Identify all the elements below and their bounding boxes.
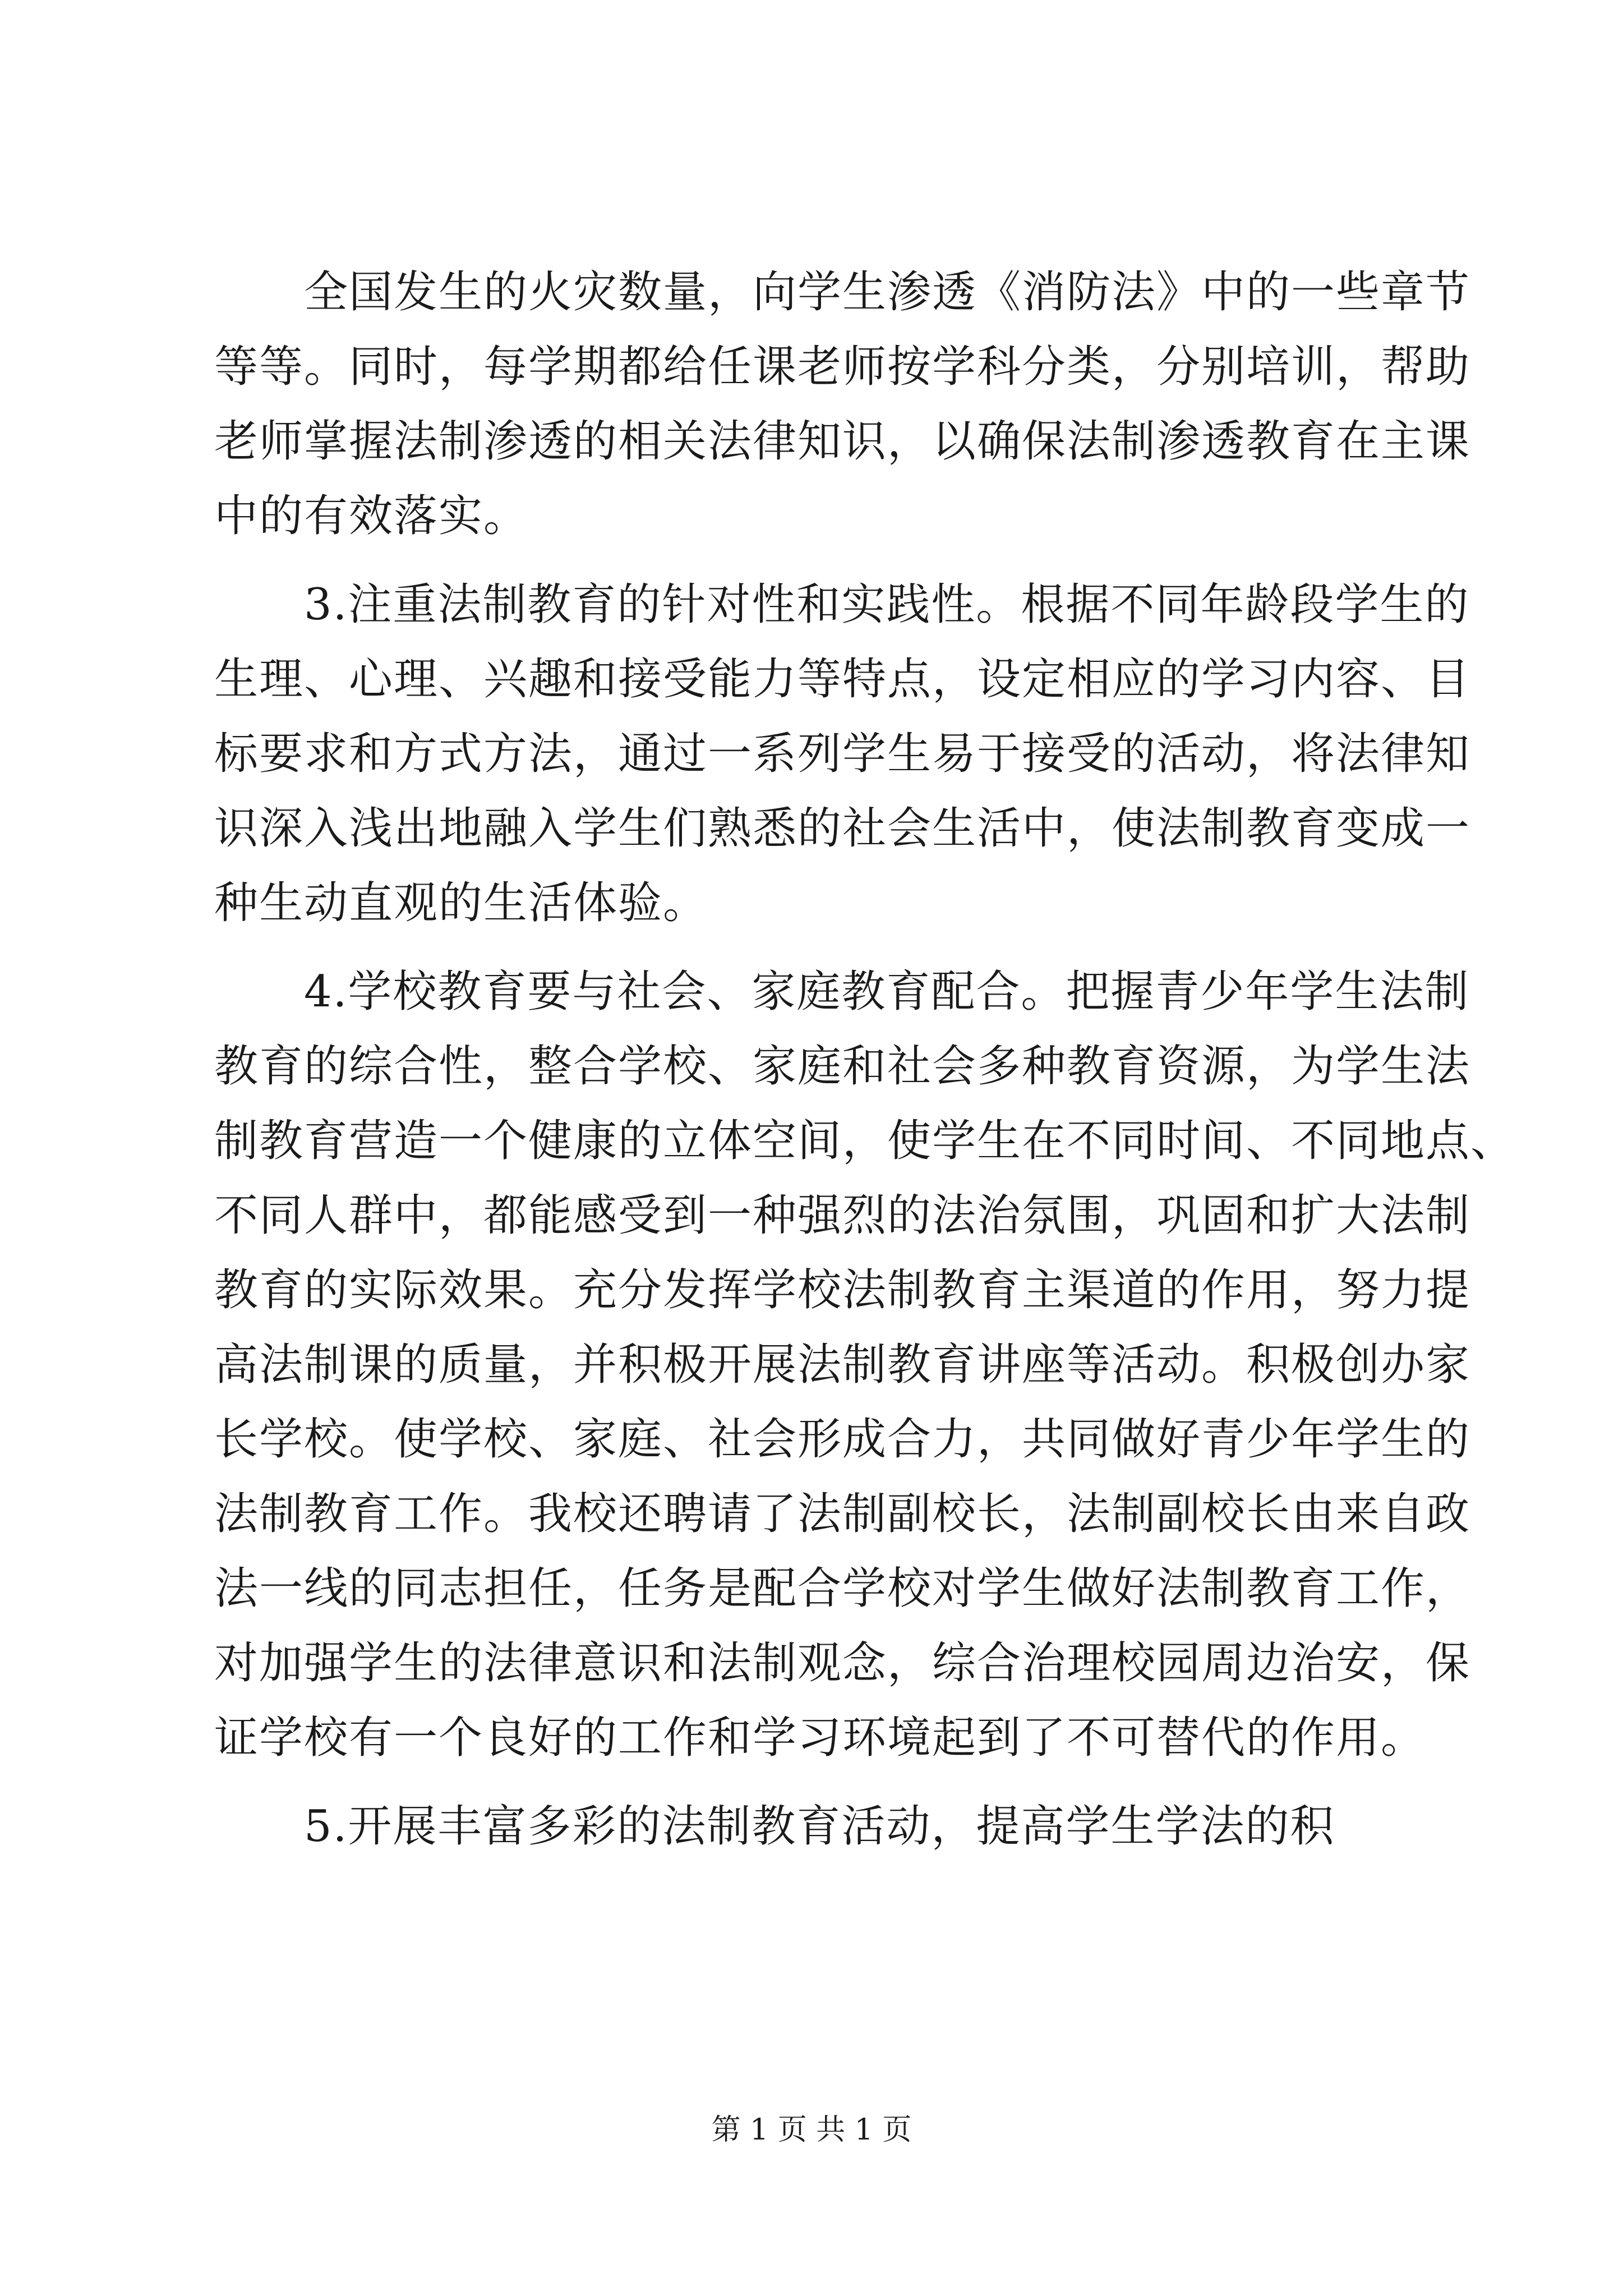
page-number-label: 第 1 页 共 1 页 [711,2113,912,2147]
document-body [214,255,1516,1864]
page-footer [0,2110,1623,2150]
text-line: 长学校。使学校、家庭、社会形成合力，共同做好青少年学生的 [214,1414,1471,1465]
text-line: 中的有效落实。 [214,491,529,541]
text-line: 种生动直观的生活体验。 [214,878,708,928]
text-line: 识深入浅出地融入学生们熟悉的社会生活中，使法制教育变成一 [214,803,1471,854]
text-line: 证学校有一个良好的工作和学习环境起到了不可替代的作用。 [214,1713,1426,1763]
text-line: 对加强学生的法律意识和法制观念，综合治理校园周边治安，保 [214,1638,1471,1688]
text-line: 等等。同时，每学期都给任课老师按学科分类，分别培训，帮助 [214,342,1471,392]
text-line: 生理、心理、兴趣和接受能力等特点，设定相应的学习内容、目 [214,654,1471,705]
text-line: 标要求和方式方法，通过一系列学生易于接受的活动，将法律知 [214,729,1471,779]
text-line: 法制教育工作。我校还聘请了法制副校长，法制副校长由来自政 [214,1489,1471,1539]
text-line: 教育的综合性，整合学校、家庭和社会多种教育资源，为学生法 [214,1041,1471,1092]
text-line: 不同人群中，都能感受到一种强烈的法治氛围，巩固和扩大法制 [214,1190,1471,1241]
text-line: 4.学校教育要与社会、家庭教育配合。把握青少年学生法制 [304,967,1470,1017]
text-line: 制教育营造一个健康的立体空间，使学生在不同时间、不同地点、 [214,1116,1516,1166]
text-line: 3.注重法制教育的针对性和实践性。根据不同年龄段学生的 [304,579,1470,630]
text-line: 全国发生的火灾数量，向学生渗透《消防法》中的一些章节 [304,267,1471,318]
text-line: 高法制课的质量，并积极开展法制教育讲座等活动。积极创办家 [214,1340,1471,1390]
text-line: 老师掌握法制渗透的相关法律知识，以确保法制渗透教育在主课 [214,416,1471,467]
text-line: 5.开展丰富多彩的法制教育活动，提高学生学法的积 [304,1801,1335,1852]
text-line: 法一线的同志担任，任务是配合学校对学生做好法制教育工作， [214,1563,1471,1614]
text-line: 教育的实际效果。充分发挥学校法制教育主渠道的作用，努力提 [214,1265,1471,1315]
